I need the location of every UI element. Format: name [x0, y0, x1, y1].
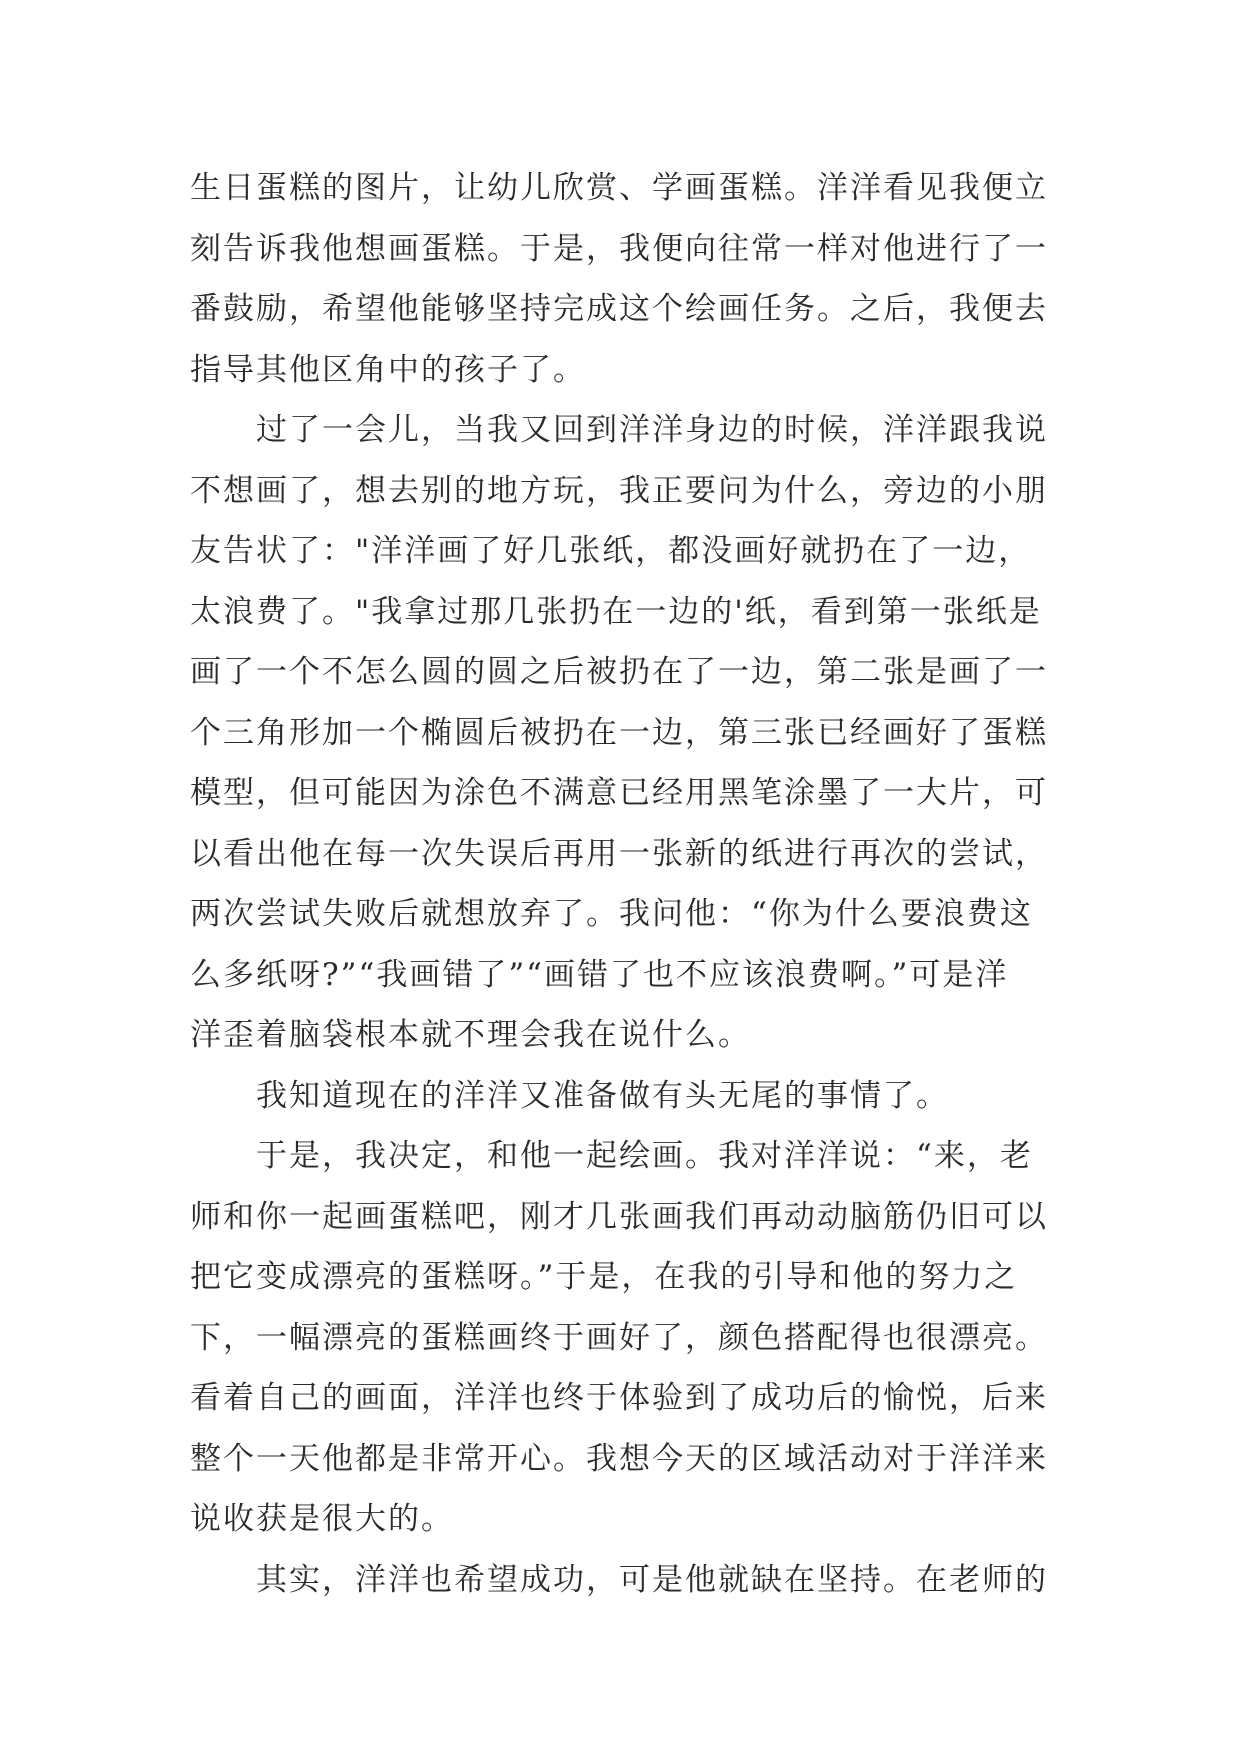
text-line: 模型，但可能因为涂色不满意已经用黑笔涂墨了一大片，可 — [190, 775, 1048, 811]
text-line: 两次尝试失败后就想放弃了。我问他：“你为什么要浪费这 — [190, 896, 1033, 932]
text-line: 么多纸呀?”“我画错了”“画错了也不应该浪费啊。”可是洋 — [190, 956, 1009, 993]
text-line: 洋歪着脑袋根本就不理会我在说什么。 — [190, 1017, 751, 1053]
text-line: 整个一天他都是非常开心。我想今天的区域活动对于洋洋来 — [190, 1440, 1048, 1477]
text-line: 番鼓励，希望他能够坚持完成这个绘画任务。之后，我便去 — [190, 291, 1048, 327]
text-line: 师和你一起画蛋糕吧，刚才几张画我们再动动脑筋仍旧可以 — [190, 1198, 1048, 1235]
text-line: 太浪费了。"我拿过那几张扔在一边的'纸，看到第一张纸是 — [190, 593, 1042, 630]
paragraph-first-line: 过了一会儿，当我又回到洋洋身边的时候，洋洋跟我说 — [256, 412, 1048, 448]
text-line: 个三角形加一个椭圆后被扔在一边，第三张已经画好了蛋糕 — [190, 714, 1048, 751]
text-line: 友告状了："洋洋画了好几张纸，都没画好就扔在了一边， — [190, 533, 1032, 569]
paragraph-first-line: 于是，我决定，和他一起绘画。我对洋洋说：“来，老 — [256, 1138, 1033, 1174]
text-line: 画了一个不怎么圆的圆之后被扔在了一边，第二张是画了一 — [190, 654, 1048, 690]
text-line: 下，一幅漂亮的蛋糕画终于画好了，颜色搭配得也很漂亮。 — [190, 1319, 1048, 1356]
text-line: 不想画了，想去别的地方玩，我正要问为什么，旁边的小朋 — [190, 472, 1048, 509]
paragraph-first-line: 其实，洋洋也希望成功，可是他就缺在坚持。在老师的 — [256, 1561, 1048, 1598]
text-line: 生日蛋糕的图片，让幼儿欣赏、学画蛋糕。洋洋看见我便立 — [190, 170, 1048, 206]
text-line: 指导其他区角中的孩子了。 — [190, 351, 586, 388]
text-line: 说收获是很大的。 — [190, 1501, 454, 1537]
text-line: 刻告诉我他想画蛋糕。于是，我便向往常一样对他进行了一 — [190, 230, 1048, 267]
text-line: 看着自己的画面，洋洋也终于体验到了成功后的愉悦，后来 — [190, 1380, 1048, 1416]
body-text — [190, 158, 1070, 1610]
paragraph-first-line: 我知道现在的洋洋又准备做有头无尾的事情了。 — [256, 1077, 949, 1114]
text-line: 把它变成漂亮的蛋糕呀。”于是，在我的引导和他的努力之 — [190, 1259, 1018, 1295]
text-line: 以看出他在每一次失误后再用一张新的纸进行再次的尝试， — [190, 835, 1048, 872]
